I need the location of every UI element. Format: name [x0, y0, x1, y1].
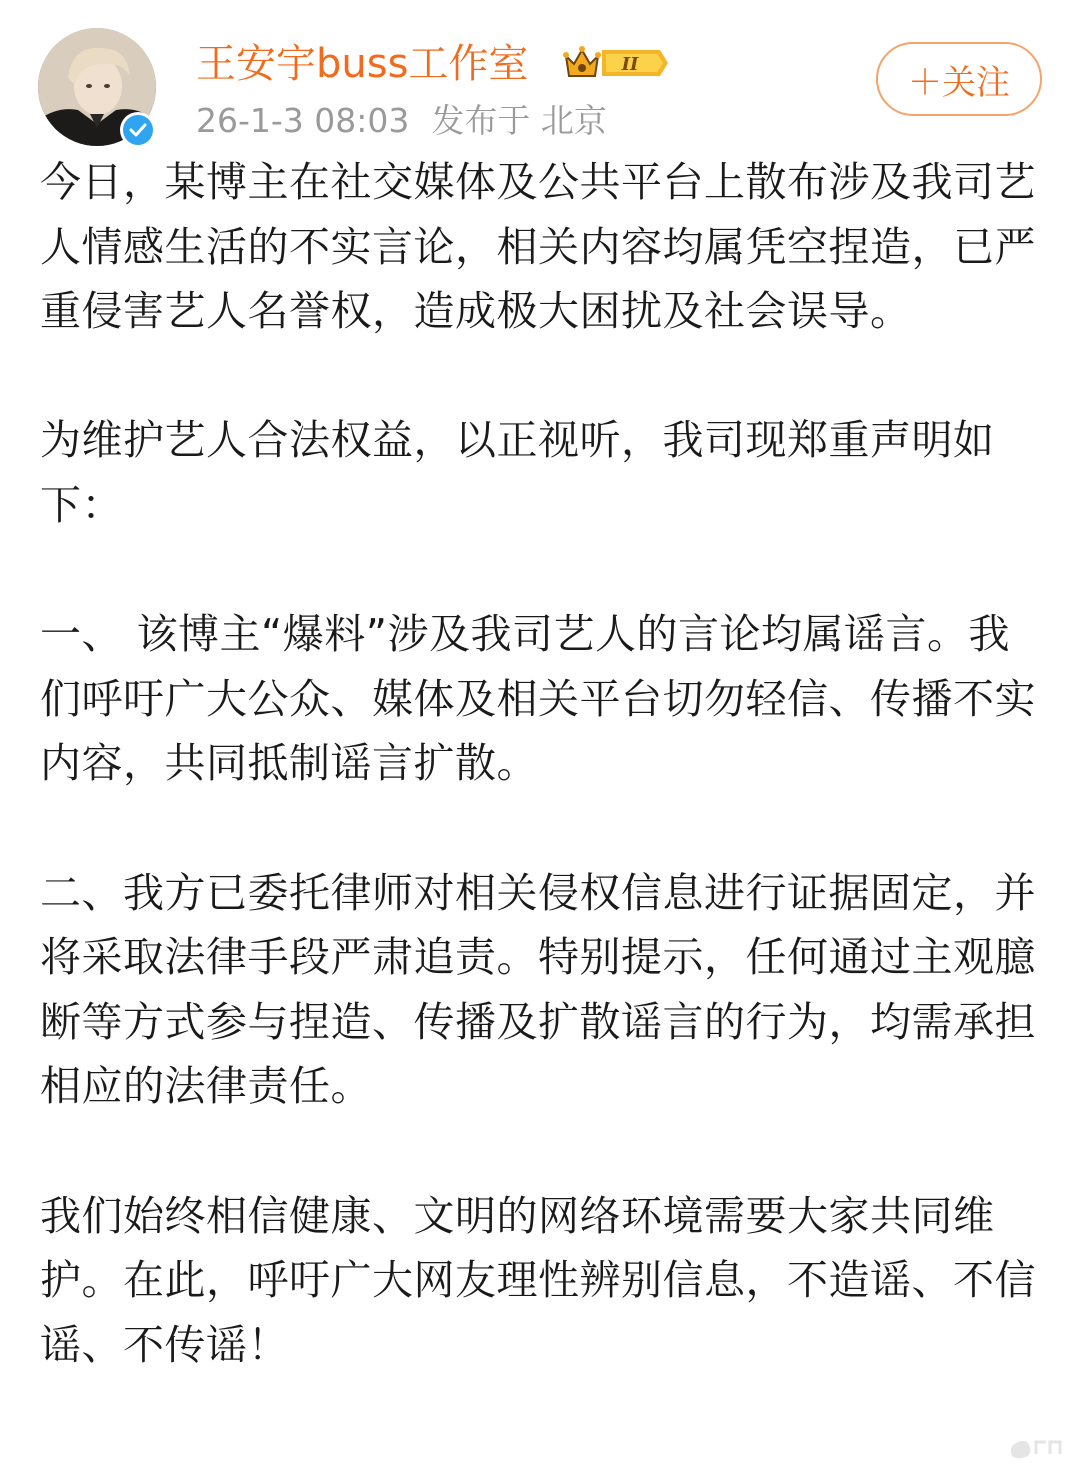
post-paragraph-3: 一、 该博主“爆料”涉及我司艺人的言论均属谣言。我们呼吁广大公众、媒体及相关平台切勿轻信、传播不实内容，共同抵制谣言扩散。: [40, 610, 1036, 788]
post-paragraph-2: 为维护艺人合法权益，以正视听，我司现郑重声明如下：: [40, 416, 995, 529]
post-body: [40, 150, 1040, 1377]
post-paragraph-1: 今日，某博主在社交媒体及公共平台上散布涉及我司艺人情感生活的不实言论，相关内容均属凭空捏造，已严重侵害艺人名誉权，造成极大困扰及社会误导。: [40, 158, 1036, 336]
verified-badge: [120, 112, 156, 148]
verified-check-icon: [123, 115, 153, 145]
post-location: 发布于 北京: [431, 101, 607, 140]
watermark-logo-icon: [1006, 1434, 1070, 1462]
crown-badge-icon[interactable]: [562, 42, 668, 84]
follow-button[interactable]: ＋关注: [876, 42, 1042, 116]
post-header: [0, 0, 1080, 150]
post-meta: [196, 98, 607, 144]
badge-level: II: [621, 54, 639, 75]
post-paragraph-5: 我们始终相信健康、文明的网络环境需要大家共同维护。在此，呼吁广大网友理性辨别信息，不造谣、不信谣、不传谣！: [40, 1191, 1036, 1369]
post-timestamp: 26-1-3 08:03: [196, 101, 410, 140]
post-paragraph-4: 二、我方已委托律师对相关侵权信息进行证据固定，并将采取法律手段严肃追责。特别提示，任何通过主观臆断等方式参与捏造、传播及扩散谣言的行为，均需承担相应的法律责任。: [40, 868, 1036, 1111]
username[interactable]: 王安宇buss工作室: [196, 41, 529, 87]
